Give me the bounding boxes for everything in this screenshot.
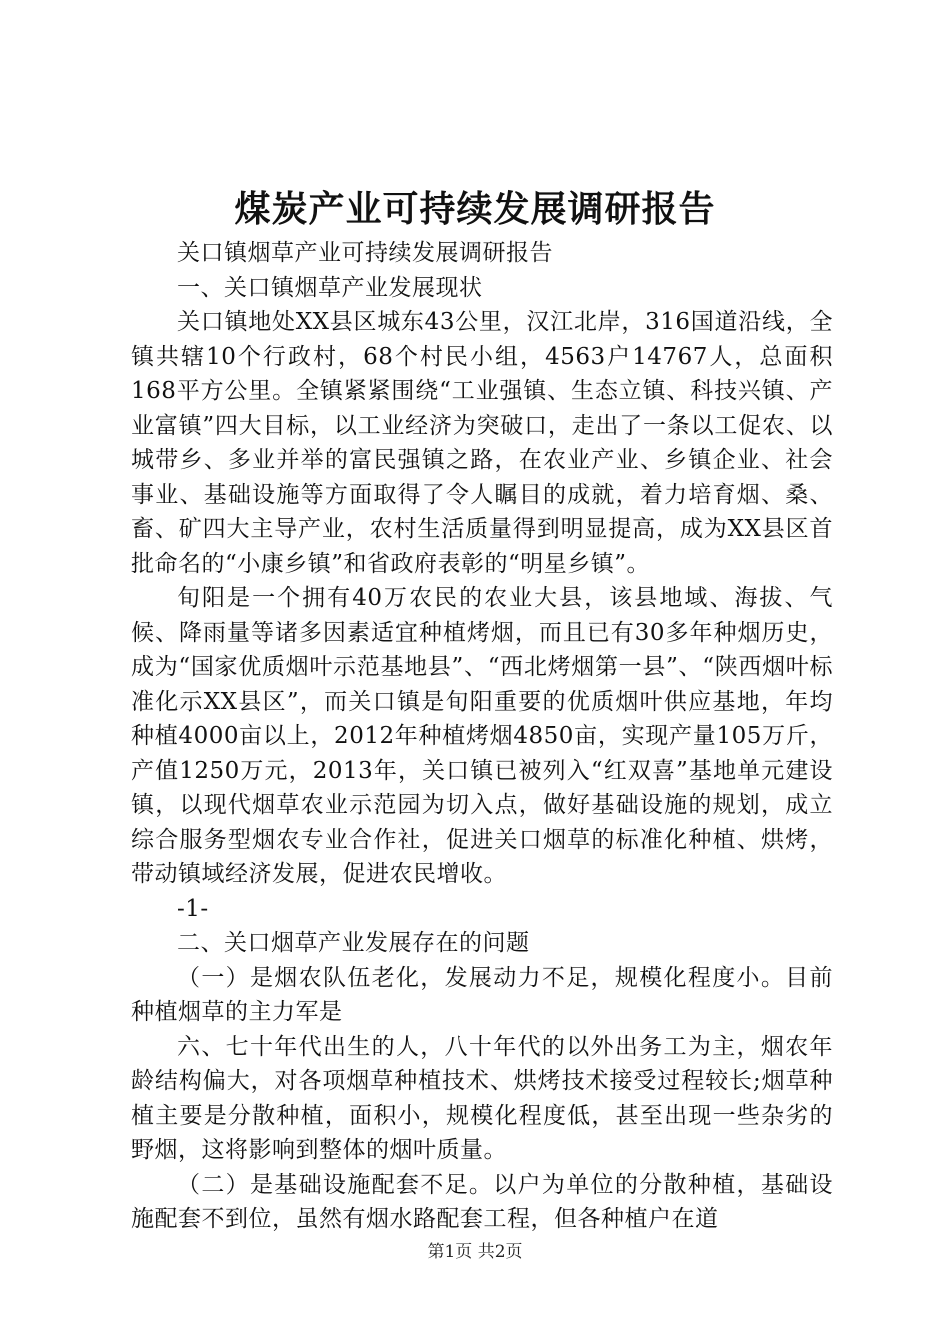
document-title: 煤炭产业可持续发展调研报告 <box>234 188 716 230</box>
page-footer: 第1页 共2页 <box>427 1242 523 1262</box>
paragraph-xunyang: 旬阳是一个拥有40万农民的农业大县，该县地域、海拔、气候、降雨量等诸多因素适宜种植烤烟，而且已有30多年种烟历史，成为“国家优质烟叶示范基地县”、“西北烤烟第一县”、“陕西烟叶标准化示XX县区”，而关口镇是旬阳重要的优质烟叶供应基地，年均种植4000亩以上，2012年种植烤烟4850亩，实现产量105万斤，产值1250万元，2013年，关口镇已被列入“红双喜”基地单元建设镇，以现代烟草农业示范园为切入点，做好基础设施的规划，成立综合服务型烟农专业合作社，促进关口烟草的标准化种植、烘烤，带动镇域经济发展，促进农民增收。 <box>131 585 833 887</box>
report-subtitle: 关口镇烟草产业可持续发展调研报告 <box>177 240 553 266</box>
section-heading-2: 二、关口烟草产业发展存在的问题 <box>177 930 530 956</box>
paragraph-problem-1-continued: 六、七十年代出生的人，八十年代的以外出务工为主，烟农年龄结构偏大，对各项烟草种植技术、烘烤技术接受过程较长;烟草种植主要是分散种植，面积小，规模化程度低，甚至出现一些杂劣的野烟，这将影响到整体的烟叶质量。 <box>131 1033 833 1163</box>
paragraph-problem-1: （一）是烟农队伍老化，发展动力不足，规模化程度小。目前种植烟草的主力军是 <box>131 964 833 1025</box>
document-body <box>131 236 833 1237</box>
paragraph-overview: 关口镇地处XX县区城东43公里，汉江北岸，316国道沿线，全镇共辖10个行政村，68个村民小组，4563户14767人，总面积168平方公里。全镇紧紧围绕“工业强镇、生态立镇、科技兴镇、产业富镇”四大目标，以工业经济为突破口，走出了一条以工促农、以城带乡、多业并举的富民强镇之路，在农业产业、乡镇企业、社会事业、基础设施等方面取得了令人瞩目的成就，着力培育烟、桑、畜、矿四大主导产业，农村生活质量得到明显提高，成为XX县区首批命名的“小康乡镇”和省政府表彰的“明星乡镇”。 <box>131 309 833 577</box>
paragraph-problem-2: （二）是基础设施配套不足。以户为单位的分散种植，基础设施配套不到位，虽然有烟水路配套工程，但各种植户在道 <box>131 1171 833 1232</box>
inline-page-number: -1- <box>177 895 209 922</box>
section-heading-1: 一、关口镇烟草产业发展现状 <box>177 274 483 301</box>
